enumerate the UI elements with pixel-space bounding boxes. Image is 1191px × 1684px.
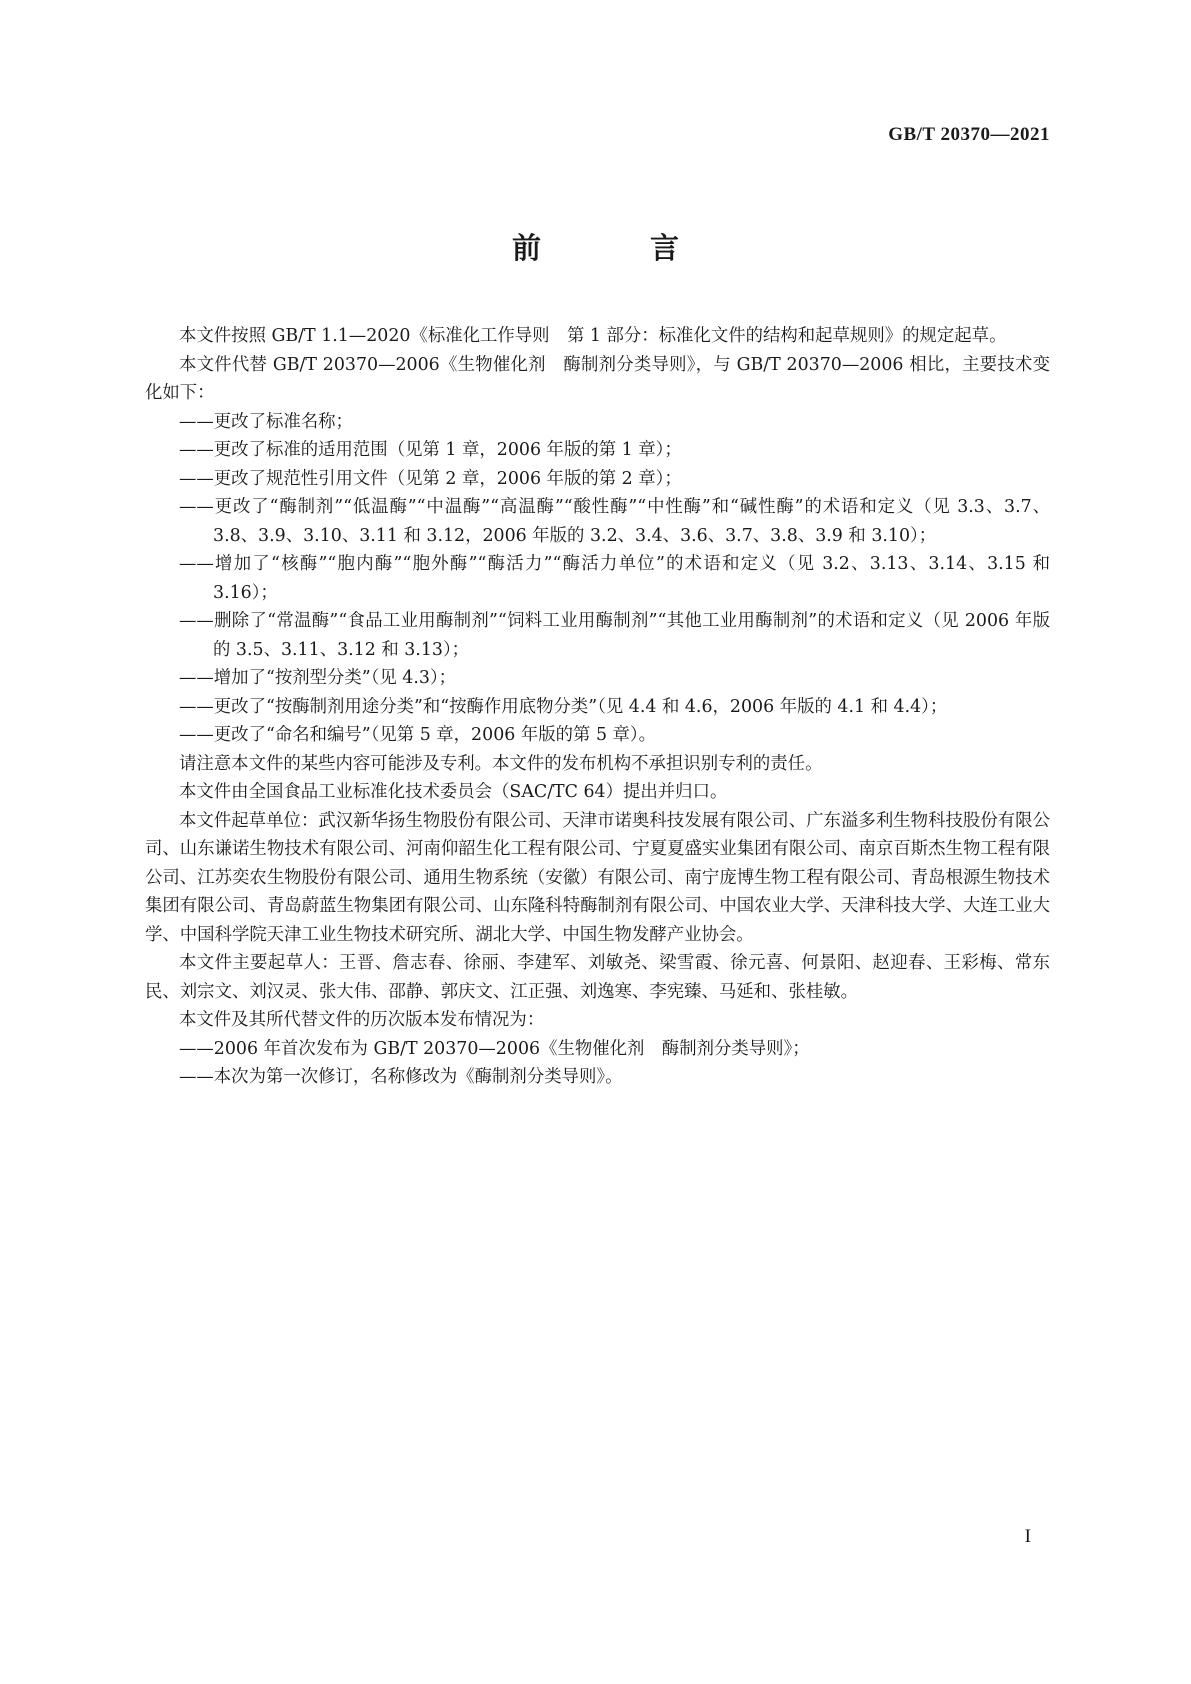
change-item: ——更改了标准的适用范围（见第 1 章，2006 年版的第 1 章）； <box>179 440 682 460</box>
history-item: ——本次为第一次修订，名称修改为《酶制剂分类导则》。 <box>179 1067 623 1087</box>
change-item: ——更改了“命名和编号”（见第 5 章，2006 年版的第 5 章）。 <box>179 725 657 745</box>
change-item: ——更改了“酶制剂”“低温酶”“中温酶”“高温酶”“酸性酶”“中性酶”和“碱性酶”的术语和定义（见 3.3、3.7、3.8、3.9、3.10、3.11 和 3.12，2006 年版的 3.2、3.4、3.6、3.7、3.8、3.9 和 3.10）； <box>179 497 1050 546</box>
change-item: ——删除了“常温酶”“食品工业用酶制剂”“饲料工业用酶制剂”“其他工业用酶制剂”的术语和定义（见 2006 年版的 3.5、3.11、3.12 和 3.13）； <box>179 611 1050 660</box>
paragraph-committee: 本文件由全国食品工业标准化技术委员会（SAC/TC 64）提出并归口。 <box>179 782 728 802</box>
change-item: ——增加了“按剂型分类”（见 4.3）； <box>179 668 457 688</box>
paragraph-patent-notice: 请注意本文件的某些内容可能涉及专利。本文件的发布机构不承担识别专利的责任。 <box>179 753 823 774</box>
paragraph-drafting-rules: 本文件按照 GB/T 1.1—2020《标准化工作导则 第 1 部分：标准化文件的结构和起草规则》的规定起草。 <box>179 326 1007 346</box>
page-title: 前 言 <box>511 231 719 265</box>
history-item: ——2006 年首次发布为 GB/T 20370—2006《生物催化剂 酶制剂分类导则》； <box>179 1038 810 1059</box>
paragraph-drafting-units: 本文件起草单位：武汉新华扬生物股份有限公司、天津市诺奥科技发展有限公司、广东溢多利生物科技股份有限公司、山东谦诺生物技术有限公司、河南仰韶生化工程有限公司、宁夏夏盛实业集团有限公司、南京百斯杰生物工程有限公司、江苏奕农生物股份有限公司、通用生物系统（安徽）有限公司、南宁庞博生物工程有限公司、青岛根源生物技术集团有限公司、青岛蔚蓝生物集团有限公司、山东隆科特酶制剂有限公司、中国农业大学、天津科技大学、大连工业大学、中国科学院天津工业生物技术研究所、湖北大学、中国生物发酵产业协会。 <box>145 810 1050 945</box>
paragraph-replacement: 本文件代替 GB/T 20370—2006《生物催化剂 酶制剂分类导则》，与 GB/T 20370—2006 相比，主要技术变化如下： <box>145 354 1050 403</box>
paragraph-version-history: 本文件及其所代替文件的历次版本发布情况为： <box>179 1010 545 1030</box>
standard-number: GB/T 20370—2021 <box>888 124 1050 145</box>
change-item: ——更改了标准名称； <box>179 411 353 432</box>
change-item: ——更改了“按酶制剂用途分类”和“按酶作用底物分类”（见 4.4 和 4.6，2006 年版的 4.1 和 4.4）； <box>179 696 948 717</box>
paragraph-drafters: 本文件主要起草人：王晋、詹志春、徐丽、李建军、刘敏尧、梁雪霞、徐元喜、何景阳、赵迎春、王彩梅、常东民、刘宗文、刘汉灵、张大伟、邵静、郭庆文、江正强、刘逸寒、李宪臻、马延和、张桂敏。 <box>145 953 1050 1002</box>
page-number: I <box>1024 1526 1031 1547</box>
foreword-body <box>145 322 1050 1092</box>
change-item: ——增加了“核酶”“胞内酶”“胞外酶”“酶活力”“酶活力单位”的术语和定义（见 3.2、3.13、3.14、3.15 和 3.16）； <box>179 554 1050 603</box>
change-item: ——更改了规范性引用文件（见第 2 章，2006 年版的第 2 章）； <box>179 468 682 489</box>
